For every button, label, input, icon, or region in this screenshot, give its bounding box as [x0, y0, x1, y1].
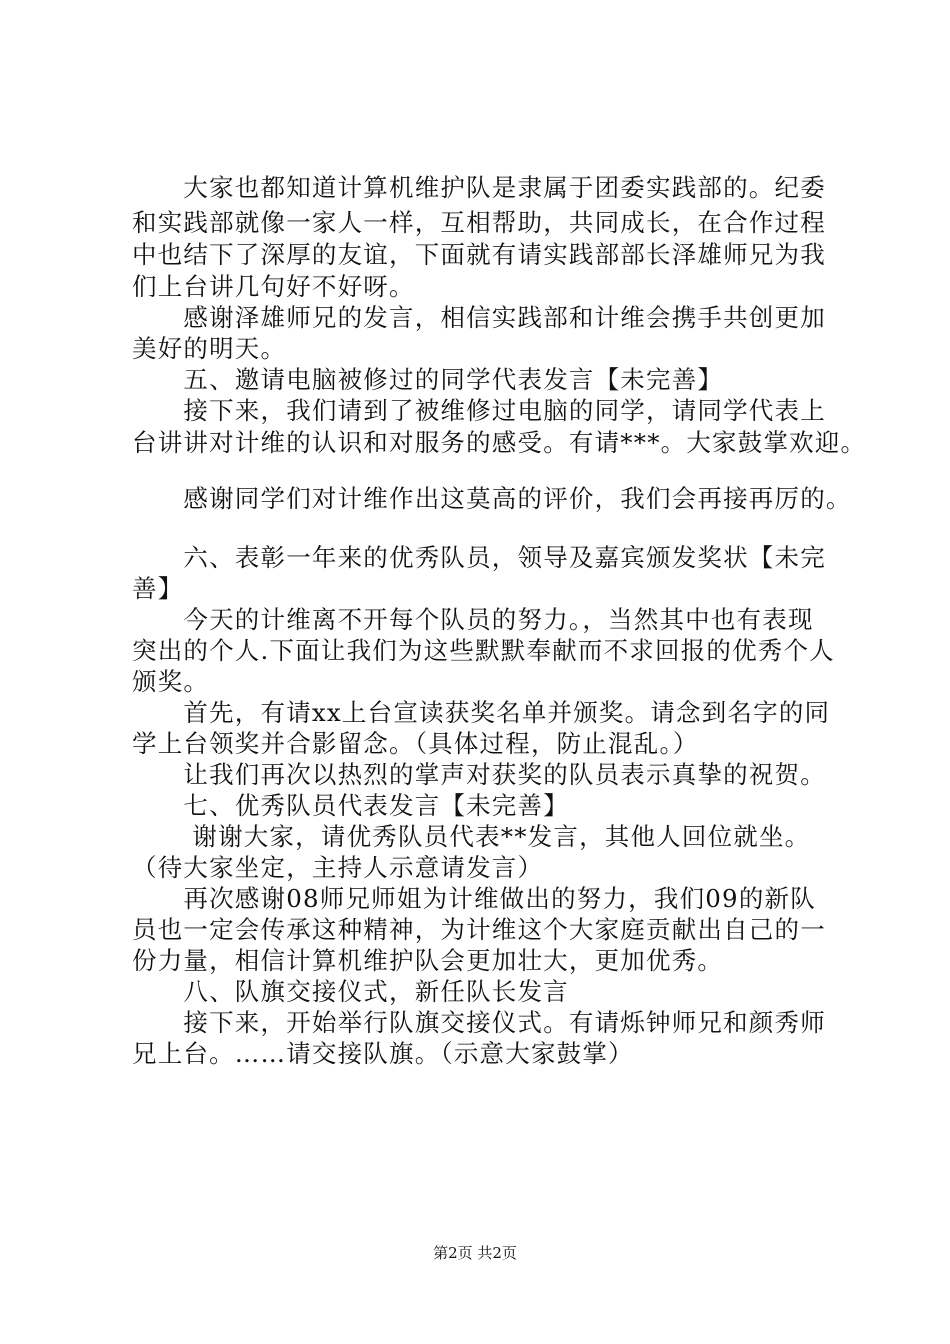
paragraph-line: 中也结下了深厚的友谊，下面就有请实践部部长泽雄师兄为我 — [132, 240, 826, 269]
paragraph-line: 员也一定会传承这种精神，为计维这个大家庭贡献出自己的一 — [132, 915, 826, 944]
paragraph-line: 再次感谢08师兄师姐为计维做出的努力，我们09的新队 — [132, 884, 816, 913]
section-heading: 七、优秀队员代表发言【未完善】 — [132, 791, 569, 820]
section-heading: 善】 — [132, 574, 184, 603]
section-heading: 八、队旗交接仪式，新任队长发言 — [132, 977, 569, 1006]
paragraph-line: 颁奖。 — [132, 667, 210, 696]
paragraph-line: 接下来，我们请到了被维修过电脑的同学，请同学代表上 — [132, 396, 826, 425]
paragraph-line: 学上台领奖并合影留念。（具体过程，防止混乱。） — [132, 729, 699, 758]
paragraph-line: 台讲讲对计维的认识和对服务的感受。有请***。大家鼓掌欢迎。 — [132, 428, 867, 457]
paragraph-line: 谢谢大家，请优秀队员代表**发言，其他人回位就坐。 — [132, 822, 811, 851]
paragraph-line: 们上台讲几句好不好呀。 — [132, 272, 415, 301]
paragraph-line: （待大家坐定，主持人示意请发言） — [132, 853, 544, 882]
section-heading: 五、邀请电脑被修过的同学代表发言【未完善】 — [132, 365, 724, 394]
paragraph-line: 接下来，开始举行队旗交接仪式。有请烁钟师兄和颜秀师 — [132, 1008, 826, 1037]
paragraph-line: 美好的明天。 — [132, 334, 287, 363]
paragraph-line: 今天的计维离不开每个队员的努力。，当然其中也有表现 — [132, 605, 814, 634]
paragraph-line: 让我们再次以热烈的掌声对获奖的队员表示真挚的祝贺。 — [132, 760, 826, 789]
paragraph-line: 突出的个人.下面让我们为这些默默奉献而不求回报的优秀个人 — [132, 636, 835, 665]
page-number-footer: 第2页 共2页 — [433, 1244, 517, 1262]
paragraph-line: 兄上台。……请交接队旗。（示意大家鼓掌） — [132, 1039, 634, 1068]
paragraph-line: 首先，有请xx上台宣读获奖名单并颁奖。请念到名字的同 — [132, 698, 831, 727]
paragraph-line: 份力量，相信计算机维护队会更加壮大，更加优秀。 — [132, 946, 724, 975]
paragraph-line: 和实践部就像一家人一样，互相帮助，共同成长，在合作过程 — [132, 208, 826, 237]
section-heading: 六、表彰一年来的优秀队员，领导及嘉宾颁发奖状【未完 — [132, 543, 826, 572]
paragraph-line: 大家也都知道计算机维护队是隶属于团委实践部的。纪委 — [132, 173, 826, 202]
paragraph-line: 感谢同学们对计维作出这莫高的评价，我们会再接再厉的。 — [132, 484, 852, 513]
paragraph-line: 感谢泽雄师兄的发言，相信实践部和计维会携手共创更加 — [132, 303, 826, 332]
